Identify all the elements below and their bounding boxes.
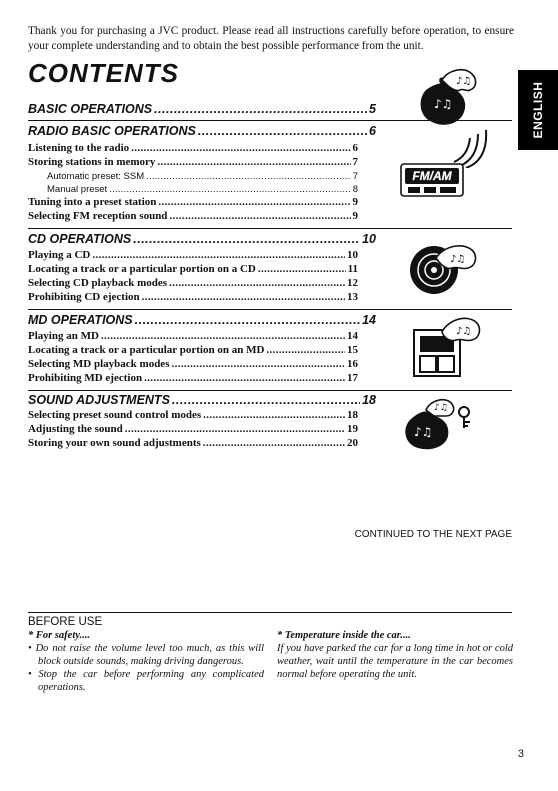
language-tab-label: ENGLISH	[531, 81, 545, 139]
toc-entry[interactable]	[28, 409, 358, 421]
toc-entry[interactable]	[28, 210, 358, 222]
toc-entry[interactable]	[28, 423, 358, 435]
toc-entry[interactable]	[28, 372, 358, 384]
toc-entry[interactable]	[28, 277, 358, 289]
leader-dots	[266, 344, 345, 356]
toc-section-cd[interactable]	[28, 232, 376, 246]
leader-dots	[198, 124, 367, 138]
toc-subentry[interactable]	[28, 171, 358, 182]
safety-heading: * For safety....	[28, 630, 91, 641]
toc-entry[interactable]	[28, 249, 358, 261]
leader-dots	[203, 409, 345, 421]
safety-item: • Do not raise the volume level too much, as this will block outside sounds, making driving dangerous.	[28, 643, 264, 667]
toc-entry-page: 13	[347, 291, 358, 303]
toc-entry-page: 19	[347, 423, 358, 435]
toc-entry-label: Locating a track or a particular portion on a CD	[28, 263, 256, 275]
toc-entry[interactable]	[28, 142, 358, 154]
toc-entry[interactable]	[28, 358, 358, 370]
leader-dots	[169, 210, 350, 222]
toc-entry-page: 20	[347, 437, 358, 449]
toc-entry-label: Prohibiting CD ejection	[28, 291, 140, 303]
toc-entry-page: 17	[347, 372, 358, 384]
toc-entry-label: Playing a CD	[28, 249, 91, 261]
toc-entry-page: 11	[347, 263, 358, 275]
leader-dots	[157, 156, 350, 168]
leader-dots	[171, 358, 345, 370]
toc-entry-page: 15	[347, 344, 358, 356]
toc-section-md[interactable]	[28, 313, 376, 327]
toc-entry-label: Locating a track or a particular portion on an MD	[28, 344, 265, 356]
leader-dots	[258, 263, 346, 275]
toc-entry-label: Selecting CD playback modes	[28, 277, 168, 289]
leader-dots	[109, 184, 351, 195]
toc-entry-label: Manual preset	[47, 184, 108, 195]
toc-entry-label: Prohibiting MD ejection	[28, 372, 143, 384]
temperature-heading: * Temperature inside the car....	[277, 630, 411, 641]
toc-entry[interactable]	[28, 156, 358, 168]
toc-entry-page: 12	[347, 277, 358, 289]
table-of-contents	[28, 96, 512, 452]
toc-section-sound[interactable]	[28, 393, 376, 407]
toc-section-basic[interactable]	[28, 102, 376, 116]
leader-dots	[92, 249, 345, 261]
leader-dots	[172, 393, 360, 407]
leader-dots	[131, 142, 350, 154]
toc-entry-page: 14	[347, 330, 358, 342]
toc-entry[interactable]	[28, 330, 358, 342]
svg-text:♪♫: ♪♫	[414, 425, 433, 439]
toc-section-label: SOUND ADJUSTMENTS	[28, 393, 170, 407]
svg-text:♪♫: ♪♫	[456, 326, 472, 337]
page-title: CONTENTS	[28, 58, 179, 88]
safety-item-text: Stop the car before performing any complicated operations.	[38, 669, 264, 693]
toc-section-label: BASIC OPERATIONS	[28, 102, 153, 116]
toc-entry[interactable]	[28, 437, 358, 449]
toc-entry-page: 7	[352, 156, 358, 168]
before-use-divider	[28, 612, 512, 613]
page-number: 3	[517, 748, 524, 760]
toc-entry-label: Selecting MD playback modes	[28, 358, 170, 370]
toc-entry-label: Tuning into a preset station	[28, 196, 157, 208]
leader-dots	[169, 277, 345, 289]
toc-entry[interactable]	[28, 263, 358, 275]
language-tab	[518, 70, 558, 150]
toc-entry[interactable]	[28, 344, 358, 356]
section-divider	[28, 120, 512, 121]
toc-section-label: RADIO BASIC OPERATIONS	[28, 124, 196, 138]
leader-dots	[101, 330, 345, 342]
fm-am-label: FM/AM	[412, 169, 452, 183]
before-use-title: BEFORE USE	[28, 616, 103, 628]
toc-subentry[interactable]	[28, 184, 358, 195]
section-divider	[28, 309, 512, 310]
section-divider	[28, 228, 512, 229]
toc-entry-label: Adjusting the sound	[28, 423, 123, 435]
toc-entry-label: Playing an MD	[28, 330, 99, 342]
toc-section-radio[interactable]	[28, 124, 376, 138]
svg-text:♪♫: ♪♫	[434, 97, 453, 111]
toc-section-page: 10	[362, 232, 376, 246]
toc-entry-label: Listening to the radio	[28, 142, 130, 154]
continued-note: CONTINUED TO THE NEXT PAGE	[354, 529, 512, 540]
leader-dots	[203, 437, 345, 449]
leader-dots	[142, 291, 345, 303]
leader-dots	[125, 423, 345, 435]
temperature-text: If you have parked the car for a long time in hot or cold weather, wait until the temperature in the car becomes normal before operating the unit.	[277, 643, 513, 680]
leader-dots	[146, 171, 351, 182]
toc-entry-label: Selecting FM reception sound	[28, 210, 168, 222]
toc-entry-page: 16	[347, 358, 358, 370]
toc-entry-page: 8	[352, 184, 358, 195]
intro-paragraph: Thank you for purchasing a JVC product. Please read all instructions carefully before operation, to ensure your complete understanding and to obtain the best possible performance from the unit.	[28, 25, 514, 52]
toc-entry-page: 10	[347, 249, 358, 261]
temperature-column	[277, 629, 513, 681]
toc-entry-page: 7	[352, 171, 358, 182]
toc-section-page: 5	[369, 102, 376, 116]
leader-dots	[135, 313, 360, 327]
toc-entry-label: Automatic preset: SSM	[47, 171, 145, 182]
svg-text:♪♫: ♪♫	[434, 403, 448, 413]
svg-text:♪♫: ♪♫	[456, 76, 472, 87]
toc-entry-label: Storing your own sound adjustments	[28, 437, 201, 449]
leader-dots	[144, 372, 345, 384]
safety-column	[28, 629, 264, 694]
toc-section-page: 18	[362, 393, 376, 407]
toc-section-label: MD OPERATIONS	[28, 313, 133, 327]
toc-entry-page: 9	[352, 210, 358, 222]
toc-entry[interactable]	[28, 196, 358, 208]
toc-entry-page: 9	[352, 196, 358, 208]
svg-text:♪♫: ♪♫	[450, 254, 466, 265]
toc-section-label: CD OPERATIONS	[28, 232, 132, 246]
safety-item-text: Do not raise the volume level too much, as this will block outside sounds, making driving dangerous.	[35, 643, 264, 667]
leader-dots	[133, 232, 360, 246]
toc-entry-page: 18	[347, 409, 358, 421]
toc-entry-label: Storing stations in memory	[28, 156, 156, 168]
toc-section-page: 6	[369, 124, 376, 138]
safety-item: • Stop the car before performing any complicated operations.	[28, 669, 264, 693]
leader-dots	[154, 102, 367, 116]
toc-entry-label: Selecting preset sound control modes	[28, 409, 202, 421]
toc-section-page: 14	[362, 313, 376, 327]
leader-dots	[158, 196, 350, 208]
section-divider	[28, 390, 512, 391]
toc-entry[interactable]	[28, 291, 358, 303]
toc-entry-page: 6	[352, 142, 358, 154]
